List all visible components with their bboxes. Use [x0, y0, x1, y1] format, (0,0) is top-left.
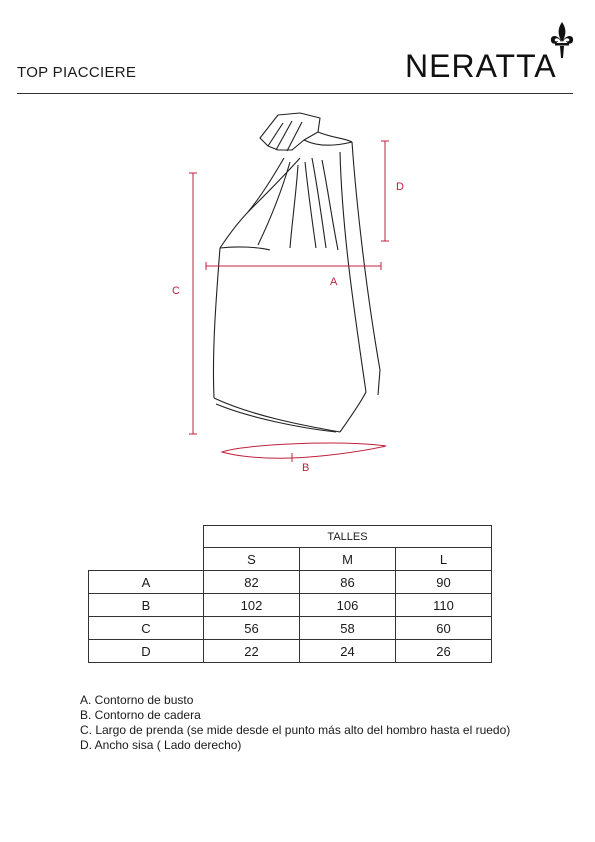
row-label: C	[89, 617, 204, 640]
dimension-label-b: B	[302, 462, 310, 474]
size-group-header: TALLES	[204, 526, 492, 548]
row-label: B	[89, 594, 204, 617]
table-row	[89, 640, 492, 663]
size-header-m: M	[300, 548, 396, 571]
product-title: TOP PIACCIERE	[17, 64, 137, 81]
table-cell: 26	[396, 640, 492, 663]
legend-item: D. Ancho sisa ( Lado derecho)	[80, 738, 242, 752]
header-divider	[17, 93, 573, 94]
brand-wordmark: NERATTA	[405, 48, 557, 84]
table-cell: 106	[300, 594, 396, 617]
fleur-de-lis-icon	[550, 22, 574, 58]
size-header-s: S	[204, 548, 300, 571]
row-label: D	[89, 640, 204, 663]
garment-diagram	[0, 100, 595, 480]
table-cell: 86	[300, 571, 396, 594]
garment-outline	[213, 113, 380, 432]
table-cell: 60	[396, 617, 492, 640]
table-cell: 24	[300, 640, 396, 663]
legend-item: B. Contorno de cadera	[80, 708, 201, 722]
row-label: A	[89, 571, 204, 594]
dimension-lines	[189, 141, 389, 462]
measurement-legend	[80, 693, 510, 753]
table-row	[89, 617, 492, 640]
dimension-label-d: D	[396, 181, 404, 193]
table-row	[89, 571, 492, 594]
table-cell: 102	[204, 594, 300, 617]
table-cell: 110	[396, 594, 492, 617]
size-header-row	[89, 548, 492, 571]
table-cell: 58	[300, 617, 396, 640]
dimension-label-c: C	[172, 285, 180, 297]
table-cell: 56	[204, 617, 300, 640]
dimension-label-a: A	[330, 276, 338, 288]
table-cell: 90	[396, 571, 492, 594]
legend-item: C. Largo de prenda (se mide desde el punto más alto del hombro hasta el ruedo)	[80, 723, 511, 737]
size-chart-table	[88, 525, 492, 663]
legend-item: A. Contorno de busto	[80, 693, 194, 707]
table-row	[89, 594, 492, 617]
table-cell: 22	[204, 640, 300, 663]
brand-logo	[402, 22, 572, 86]
size-header-l: L	[396, 548, 492, 571]
table-cell: 82	[204, 571, 300, 594]
